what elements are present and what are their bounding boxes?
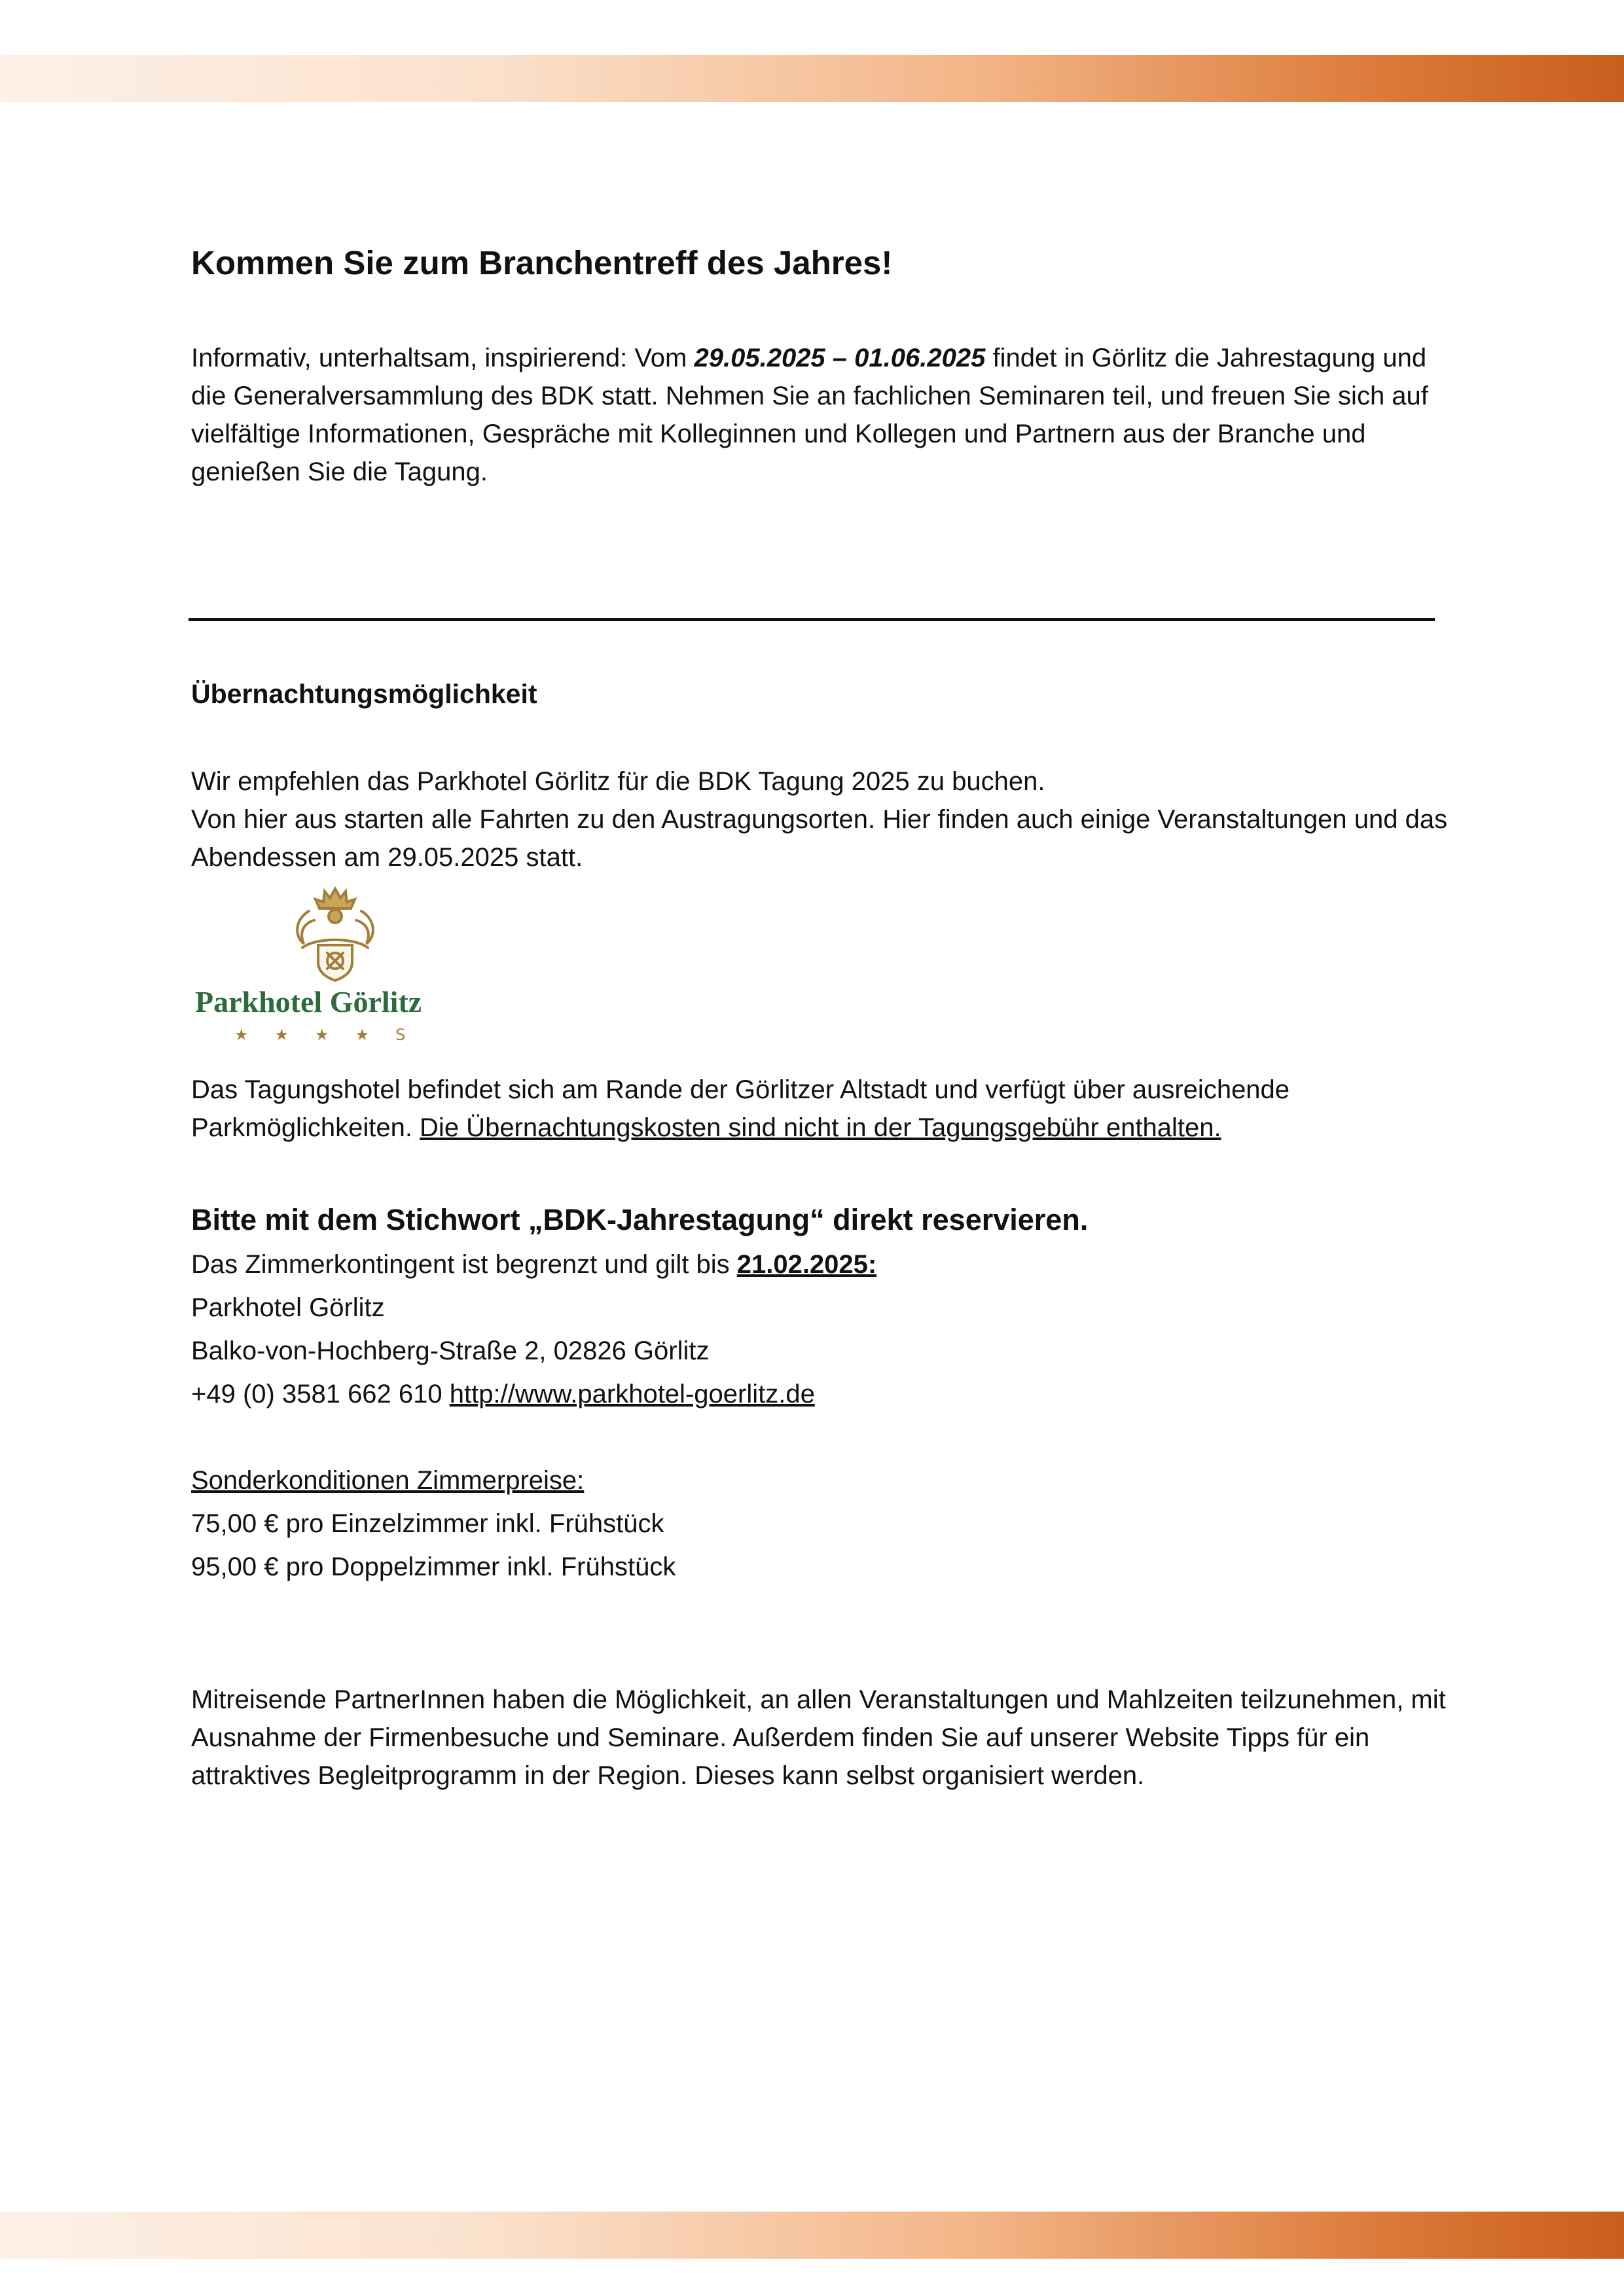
hotel-cost-note: Die Übernachtungskosten sind nicht in der Tagungsgebühr enthalten. [420, 1113, 1221, 1142]
partner-paragraph: Mitreisende PartnerInnen haben die Möglichkeit, an allen Veranstaltungen und Mahlzeiten teilzunehmen, mit Ausnahme der Firmenbesuche und Seminare. Außerdem finden Sie auf unserer Website Tipps für ein attraktives Begleitprogramm in der Region. Dieses kann selbst organisiert werden. [191, 1685, 1446, 1790]
contingent-date: 21.02.2025: [736, 1250, 877, 1279]
hotel-description [191, 1071, 1448, 1147]
recommendation-line-2: Von hier aus starten alle Fahrten zu den Austragungsorten. Hier finden auch einige Veranstaltungen und das Abendessen am 29.05.2025 statt. [191, 805, 1448, 872]
intro-paragraph [191, 339, 1448, 491]
hotel-description-text: Das Tagungshotel befindet sich am Rande der Görlitzer Altstadt und verfügt über ausreichende Parkmöglichkeiten. [191, 1075, 1290, 1142]
intro-rest: findet in Görlitz die Jahrestagung und die Generalversammlung des BDK statt. Nehmen Sie an fachlichen Seminaren teil, und freuen Sie sich auf vielfältige Informationen, Gespräche mit Kolleginnen und Kollegen und Partnern aus der Branche und genießen Sie die Tagung. [191, 344, 1428, 486]
price-single-room: 75,00 € pro Einzelzimmer inkl. Frühstück [191, 1509, 664, 1538]
event-dates: 29.05.2025 – 01.06.2025 [694, 344, 986, 372]
header-band [0, 55, 1624, 102]
crest-icon [289, 885, 381, 982]
hotel-logo [191, 885, 479, 1055]
hotel-phone: +49 (0) 3581 662 610 [191, 1380, 450, 1408]
section-heading: Übernachtungsmöglichkeit [191, 679, 537, 709]
hotel-logo-name: Parkhotel Görlitz [195, 985, 422, 1018]
contact-line [191, 1374, 815, 1414]
price-heading: Sonderkonditionen Zimmerpreise: [191, 1466, 585, 1495]
recommendation-line-1: Wir empfehlen das Parkhotel Görlitz für die BDK Tagung 2025 zu buchen. [191, 767, 1045, 796]
reservation-heading: Bitte mit dem Stichwort „BDK-Jahrestagung“ direkt reservieren. [191, 1203, 1089, 1236]
hotel-name-line: Parkhotel Görlitz [191, 1293, 385, 1322]
hotel-logo-stars: ★★★★S [234, 1026, 432, 1044]
recommendation-paragraph [191, 762, 1448, 876]
price-double-room: 95,00 € pro Doppelzimmer inkl. Frühstück [191, 1552, 676, 1581]
hotel-address: Balko-von-Hochberg-Straße 2, 02826 Görlitz [191, 1336, 710, 1365]
contingent-text: Das Zimmerkontingent ist begrenzt und gilt bis [191, 1250, 737, 1279]
footer-band [0, 2212, 1624, 2259]
section-divider [189, 618, 1435, 621]
hotel-website-link[interactable]: http://www.parkhotel-goerlitz.de [449, 1380, 815, 1408]
intro-lead: Informativ, unterhaltsam, inspirierend: Vom [191, 344, 695, 372]
contingent-line [191, 1245, 876, 1284]
page-title: Kommen Sie zum Branchentreff des Jahres! [191, 244, 893, 281]
